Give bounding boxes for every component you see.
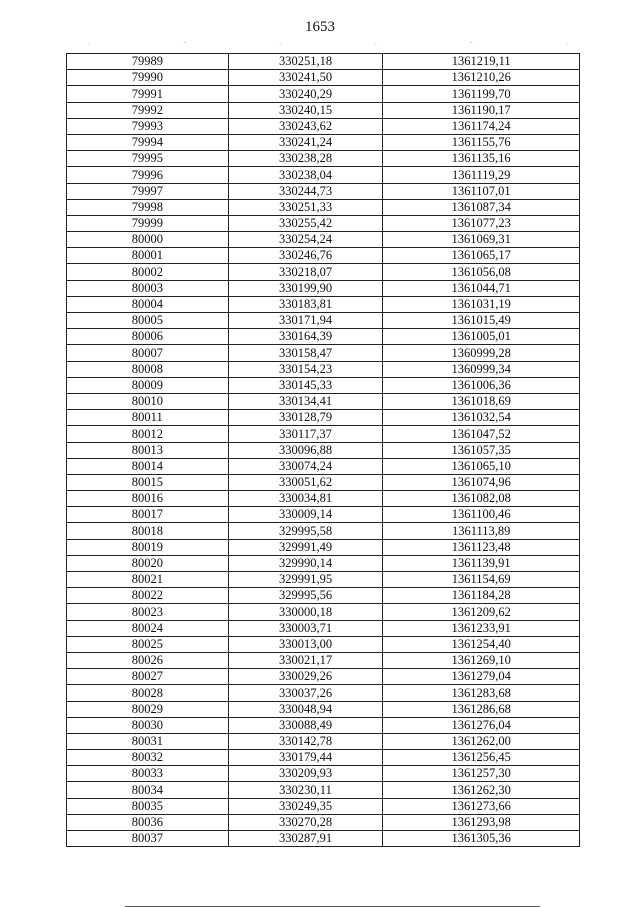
y-coordinate-cell: 1361100,46 [383, 507, 580, 523]
x-coordinate-cell: 330230,11 [228, 782, 383, 798]
point-number-cell: 80036 [67, 814, 229, 830]
y-coordinate-cell: 1361293,98 [383, 814, 580, 830]
x-coordinate-cell: 329995,56 [228, 588, 383, 604]
y-coordinate-cell: 1361269,10 [383, 652, 580, 668]
table-row [67, 636, 580, 652]
x-coordinate-cell: 330254,24 [228, 232, 383, 248]
y-coordinate-cell: 1361005,01 [383, 329, 580, 345]
y-coordinate-cell: 1361018,69 [383, 393, 580, 409]
point-number-cell: 80034 [67, 782, 229, 798]
table-row [67, 701, 580, 717]
x-coordinate-cell: 330051,62 [228, 474, 383, 490]
y-coordinate-cell: 1361276,04 [383, 717, 580, 733]
table-row [67, 329, 580, 345]
table-row [67, 264, 580, 280]
table-row [67, 183, 580, 199]
point-number-cell: 80011 [67, 410, 229, 426]
table-row [67, 393, 580, 409]
point-number-cell: 79991 [67, 86, 229, 102]
point-number-cell: 80021 [67, 572, 229, 588]
y-coordinate-cell: 1361279,04 [383, 669, 580, 685]
table-row [67, 296, 580, 312]
x-coordinate-cell: 330241,24 [228, 134, 383, 150]
table-row [67, 345, 580, 361]
table-row [67, 474, 580, 490]
scan-mark: . [566, 38, 568, 46]
x-coordinate-cell: 330009,14 [228, 507, 383, 523]
y-coordinate-cell: 1361254,40 [383, 636, 580, 652]
point-number-cell: 80037 [67, 831, 229, 847]
table-row [67, 458, 580, 474]
point-number-cell: 80013 [67, 442, 229, 458]
y-coordinate-cell: 1361047,52 [383, 426, 580, 442]
point-number-cell: 80006 [67, 329, 229, 345]
point-number-cell: 80001 [67, 248, 229, 264]
point-number-cell: 80018 [67, 523, 229, 539]
y-coordinate-cell: 1361113,89 [383, 523, 580, 539]
table-row [67, 539, 580, 555]
x-coordinate-cell: 330145,33 [228, 377, 383, 393]
x-coordinate-cell: 330088,49 [228, 717, 383, 733]
y-coordinate-cell: 1361135,16 [383, 151, 580, 167]
point-number-cell: 80012 [67, 426, 229, 442]
table-row [67, 717, 580, 733]
point-number-cell: 80014 [67, 458, 229, 474]
table-row [67, 782, 580, 798]
point-number-cell: 80030 [67, 717, 229, 733]
y-coordinate-cell: 1361233,91 [383, 620, 580, 636]
table-row [67, 118, 580, 134]
table-row [67, 102, 580, 118]
point-number-cell: 80016 [67, 491, 229, 507]
point-number-cell: 80031 [67, 733, 229, 749]
table-row [67, 280, 580, 296]
point-number-cell: 79999 [67, 215, 229, 231]
page-number: 1653 [305, 19, 335, 35]
table-row [67, 798, 580, 814]
scan-marks [88, 38, 568, 46]
point-number-cell: 79989 [67, 54, 229, 70]
x-coordinate-cell: 330240,29 [228, 86, 383, 102]
table-row [67, 442, 580, 458]
x-coordinate-cell: 330218,07 [228, 264, 383, 280]
table-row [67, 313, 580, 329]
x-coordinate-cell: 330270,28 [228, 814, 383, 830]
y-coordinate-cell: 1361065,17 [383, 248, 580, 264]
x-coordinate-cell: 330021,17 [228, 652, 383, 668]
table-row [67, 555, 580, 571]
table-row [67, 507, 580, 523]
table-row [67, 766, 580, 782]
table-row [67, 620, 580, 636]
table-row [67, 685, 580, 701]
y-coordinate-cell: 1361119,29 [383, 167, 580, 183]
x-coordinate-cell: 330142,78 [228, 733, 383, 749]
table-row [67, 134, 580, 150]
x-coordinate-cell: 330128,79 [228, 410, 383, 426]
table-row [67, 248, 580, 264]
table-row [67, 167, 580, 183]
point-number-cell: 80025 [67, 636, 229, 652]
x-coordinate-cell: 330154,23 [228, 361, 383, 377]
y-coordinate-cell: 1361074,96 [383, 474, 580, 490]
y-coordinate-cell: 1361199,70 [383, 86, 580, 102]
table-row [67, 361, 580, 377]
x-coordinate-cell: 330243,62 [228, 118, 383, 134]
point-number-cell: 80020 [67, 555, 229, 571]
y-coordinate-cell: 1361069,31 [383, 232, 580, 248]
table-row [67, 652, 580, 668]
x-coordinate-cell: 330164,39 [228, 329, 383, 345]
y-coordinate-cell: 1361155,76 [383, 134, 580, 150]
y-coordinate-cell: 1361256,45 [383, 750, 580, 766]
x-coordinate-cell: 329991,95 [228, 572, 383, 588]
point-number-cell: 79998 [67, 199, 229, 215]
x-coordinate-cell: 330244,73 [228, 183, 383, 199]
y-coordinate-cell: 1361032,54 [383, 410, 580, 426]
table-row [67, 669, 580, 685]
table-row [67, 523, 580, 539]
table-row [67, 831, 580, 847]
point-number-cell: 80027 [67, 669, 229, 685]
x-coordinate-cell: 330029,26 [228, 669, 383, 685]
x-coordinate-cell: 329991,49 [228, 539, 383, 555]
coordinates-table [66, 53, 580, 847]
table-row [67, 733, 580, 749]
y-coordinate-cell: 1361082,08 [383, 491, 580, 507]
y-coordinate-cell: 1361190,17 [383, 102, 580, 118]
point-number-cell: 80005 [67, 313, 229, 329]
table-row [67, 491, 580, 507]
y-coordinate-cell: 1361184,28 [383, 588, 580, 604]
y-coordinate-cell: 1361107,01 [383, 183, 580, 199]
x-coordinate-cell: 330251,18 [228, 54, 383, 70]
point-number-cell: 80033 [67, 766, 229, 782]
point-number-cell: 79993 [67, 118, 229, 134]
point-number-cell: 80023 [67, 604, 229, 620]
x-coordinate-cell: 330209,93 [228, 766, 383, 782]
y-coordinate-cell: 1361057,35 [383, 442, 580, 458]
x-coordinate-cell: 329990,14 [228, 555, 383, 571]
y-coordinate-cell: 1361273,66 [383, 798, 580, 814]
x-coordinate-cell: 330251,33 [228, 199, 383, 215]
scan-mark: - [183, 38, 186, 46]
point-number-cell: 80022 [67, 588, 229, 604]
x-coordinate-cell: 330074,24 [228, 458, 383, 474]
table-row [67, 410, 580, 426]
scan-mark: - [470, 38, 473, 46]
table-row [67, 572, 580, 588]
y-coordinate-cell: 1361077,23 [383, 215, 580, 231]
point-number-cell: 79995 [67, 151, 229, 167]
x-coordinate-cell: 330287,91 [228, 831, 383, 847]
y-coordinate-cell: 1361219,11 [383, 54, 580, 70]
table-row [67, 151, 580, 167]
x-coordinate-cell: 330199,90 [228, 280, 383, 296]
point-number-cell: 79992 [67, 102, 229, 118]
y-coordinate-cell: 1361305,36 [383, 831, 580, 847]
x-coordinate-cell: 330158,47 [228, 345, 383, 361]
scan-mark: . [374, 38, 377, 46]
y-coordinate-cell: 1360999,28 [383, 345, 580, 361]
x-coordinate-cell: 330238,28 [228, 151, 383, 167]
y-coordinate-cell: 1361031,19 [383, 296, 580, 312]
point-number-cell: 80002 [67, 264, 229, 280]
x-coordinate-cell: 330179,44 [228, 750, 383, 766]
x-coordinate-cell: 330246,76 [228, 248, 383, 264]
x-coordinate-cell: 330255,42 [228, 215, 383, 231]
table-row [67, 377, 580, 393]
point-number-cell: 79990 [67, 70, 229, 86]
x-coordinate-cell: 330117,37 [228, 426, 383, 442]
scan-mark: . [279, 38, 282, 46]
point-number-cell: 80028 [67, 685, 229, 701]
y-coordinate-cell: 1361283,68 [383, 685, 580, 701]
coordinates-table-body [67, 54, 580, 847]
table-row [67, 814, 580, 830]
point-number-cell: 80004 [67, 296, 229, 312]
point-number-cell: 80026 [67, 652, 229, 668]
x-coordinate-cell: 330013,00 [228, 636, 383, 652]
table-row [67, 232, 580, 248]
y-coordinate-cell: 1360999,34 [383, 361, 580, 377]
table-row [67, 70, 580, 86]
y-coordinate-cell: 1361154,69 [383, 572, 580, 588]
y-coordinate-cell: 1361044,71 [383, 280, 580, 296]
point-number-cell: 80003 [67, 280, 229, 296]
x-coordinate-cell: 330171,94 [228, 313, 383, 329]
point-number-cell: 80029 [67, 701, 229, 717]
y-coordinate-cell: 1361262,00 [383, 733, 580, 749]
point-number-cell: 79994 [67, 134, 229, 150]
y-coordinate-cell: 1361065,10 [383, 458, 580, 474]
y-coordinate-cell: 1361123,48 [383, 539, 580, 555]
table-row [67, 86, 580, 102]
point-number-cell: 80008 [67, 361, 229, 377]
point-number-cell: 80000 [67, 232, 229, 248]
point-number-cell: 80015 [67, 474, 229, 490]
point-number-cell: 79997 [67, 183, 229, 199]
x-coordinate-cell: 330037,26 [228, 685, 383, 701]
table-row [67, 215, 580, 231]
x-coordinate-cell: 330238,04 [228, 167, 383, 183]
y-coordinate-cell: 1361174,24 [383, 118, 580, 134]
x-coordinate-cell: 329995,58 [228, 523, 383, 539]
point-number-cell: 80009 [67, 377, 229, 393]
table-row [67, 199, 580, 215]
y-coordinate-cell: 1361015,49 [383, 313, 580, 329]
table-row [67, 588, 580, 604]
point-number-cell: 80010 [67, 393, 229, 409]
point-number-cell: 80032 [67, 750, 229, 766]
table-row [67, 604, 580, 620]
x-coordinate-cell: 330048,94 [228, 701, 383, 717]
point-number-cell: 80024 [67, 620, 229, 636]
x-coordinate-cell: 330096,88 [228, 442, 383, 458]
table-row [67, 54, 580, 70]
y-coordinate-cell: 1361087,34 [383, 199, 580, 215]
x-coordinate-cell: 330003,71 [228, 620, 383, 636]
y-coordinate-cell: 1361262,30 [383, 782, 580, 798]
scan-mark: . [88, 38, 90, 46]
y-coordinate-cell: 1361209,62 [383, 604, 580, 620]
y-coordinate-cell: 1361257,30 [383, 766, 580, 782]
x-coordinate-cell: 330249,35 [228, 798, 383, 814]
y-coordinate-cell: 1361056,08 [383, 264, 580, 280]
point-number-cell: 80019 [67, 539, 229, 555]
y-coordinate-cell: 1361139,91 [383, 555, 580, 571]
table-row [67, 426, 580, 442]
x-coordinate-cell: 330134,41 [228, 393, 383, 409]
x-coordinate-cell: 330240,15 [228, 102, 383, 118]
point-number-cell: 80017 [67, 507, 229, 523]
y-coordinate-cell: 1361006,36 [383, 377, 580, 393]
y-coordinate-cell: 1361210,26 [383, 70, 580, 86]
point-number-cell: 80007 [67, 345, 229, 361]
point-number-cell: 79996 [67, 167, 229, 183]
x-coordinate-cell: 330183,81 [228, 296, 383, 312]
table-row [67, 750, 580, 766]
x-coordinate-cell: 330034,81 [228, 491, 383, 507]
y-coordinate-cell: 1361286,68 [383, 701, 580, 717]
x-coordinate-cell: 330000,18 [228, 604, 383, 620]
x-coordinate-cell: 330241,50 [228, 70, 383, 86]
point-number-cell: 80035 [67, 798, 229, 814]
